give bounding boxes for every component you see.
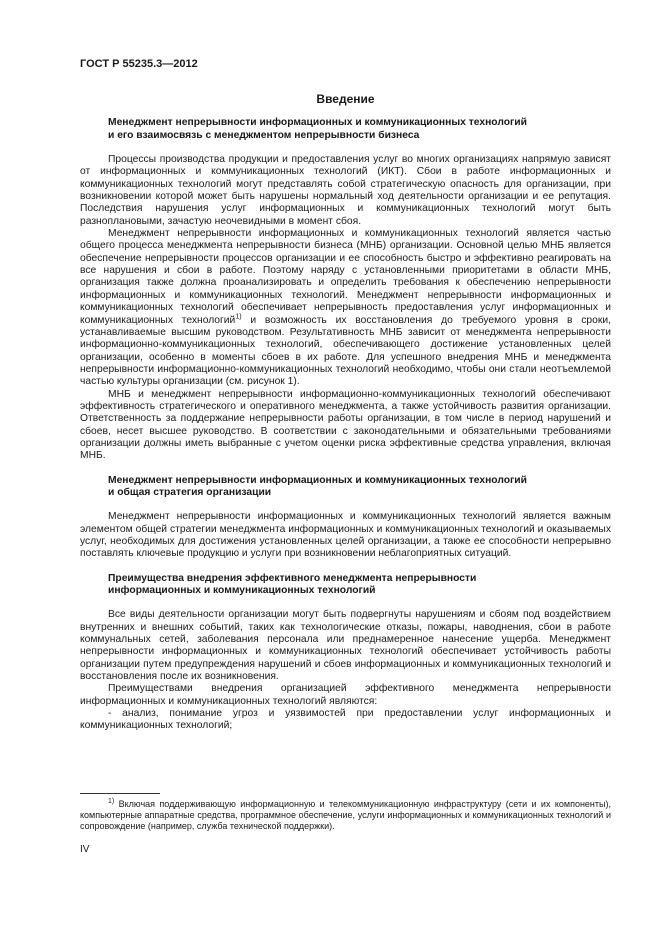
heading-line: Менеджмент непрерывности информационных и коммуникационных технологий (108, 117, 527, 129)
page-number: IV (80, 844, 90, 855)
footnote (80, 799, 611, 832)
paragraph-text: Менеджмент непрерывности информационных и коммуникационных технологий является частью общего процесса менеджмента непрерывности бизнеса (МНБ) организации. Основной целью МНБ является обеспечение непрерывности процессов организации и ее способность быстро и эффективно реагировать на все нарушения и сбои в работе. Поэтому наряду с установленными приоритетами в области МНБ, организация также должна проанализировать и определить требования к обеспечению непрерывности информационных и коммуникационных технологий. Менеджмент непрерывности информационных и коммуникационных технологий обеспечивает непрерывность предоставления услуг информационных и коммуникационных технологий (80, 228, 611, 326)
subsection-heading-3 (80, 573, 611, 598)
heading-line: информационных и коммуникационных технологий (108, 585, 376, 597)
paragraph: Процессы производства продукции и предоставления услуг во многих организациях напрямую зависят от информационных и коммуникационных технологий (ИКТ). Сбои в работе информационных и коммуникационных технологий могут представлять собой стратегическую опасность для организации, при возникновении которой может быть нарушены нормальный ход деятельности организации и ее репутация. Последствия нарушения услуг информационных и коммуникационных технологий могут быть разноплановыми, зачастую неочевидными в момент сбоя. (80, 154, 611, 227)
heading-line: и его взаимосвязь с менеджментом непрерывности бизнеса (108, 129, 420, 141)
document-header: ГОСТ Р 55235.3—2012 (80, 58, 198, 70)
subsection-heading-1 (80, 117, 611, 142)
heading-line: и общая стратегия организации (108, 486, 272, 498)
footnote-reference: 1) (235, 313, 242, 321)
paragraph: Преимуществами внедрения организацией эффективного менеджмента непрерывности информационных и коммуникационных технологий являются: (80, 683, 611, 707)
footnote-separator (80, 793, 160, 794)
heading-line: Преимущества внедрения эффективного менеджмента непрерывности (108, 572, 477, 584)
list-item: - анализ, понимание угроз и уязвимостей при предоставлении услуг информационных и коммуникационных технологий; (80, 708, 611, 732)
paragraph: Все виды деятельности организации могут быть подвергнуты нарушениям и сбоям под воздействием внутренних и внешних событий, таких как технологические отказы, пожары, наводнения, сбои в работе коммунальных сетей, заболевания персонала или преднамеренное нанесение ущерба. Менеджмент непрерывности информационных и коммуникационных технологий обеспечивает устойчивость работы организации путем предупреждения нарушений и сбоев информационных и коммуникационных технологий и восстановления после их возникновения. (80, 609, 611, 683)
paragraph: Менеджмент непрерывности информационных и коммуникационных технологий является важным элементом общей стратегии менеджмента информационных и коммуникационных технологий и оказываемых услуг, необходимых для достижения установленных целей организации, а также ее способности непрерывно поставлять ключевые продукцию и услуги при возникновении неблагоприятных ситуаций. (80, 511, 611, 560)
subsection-heading-2 (80, 475, 611, 500)
section-title: Введение (316, 92, 375, 106)
paragraph-text: и возможность их восстановления до требуемого уровня в сроки, устанавливаемые высшим руководством. Результативность МНБ зависит от менеджмента непрерывности информационно-коммуникационных технологий, обеспечивающего достижение установленных целей организации, особенно в моменты сбоев в их работе. Для успешного внедрения МНБ и менеджмента непрерывности информационно-коммуникационных технологий необходимо, чтобы они стали неотъемлемой частью культуры организации (см. рисунок 1). (80, 314, 611, 388)
heading-line: Менеджмент непрерывности информационных и коммуникационных технологий (108, 474, 527, 486)
footnote-mark: 1) (108, 798, 115, 805)
paragraph: МНБ и менеджмент непрерывности информационно-коммуникационных технологий обеспечивают эффективность стратегического и оперативного менеджмента, а также устойчивость развития организации. Ответственность за поддержание непрерывности работы организации, в том числе в период нарушений и сбоев, несет высшее руководство. В соответствии с законодательными и обязательными требованиями организации должны иметь выбранные с учетом оценки риска эффективные средства управления, включая МНБ. (80, 388, 611, 462)
document-body (80, 93, 611, 733)
footnote-text: Включая поддерживающую информационную и телекоммуникационную инфраструктуру (сети и их компоненты), компьютерные аппаратные средства, программное обеспечение, услуги информационных и коммуникационных технологий и сопровождение (например, служба технической поддержки). (80, 799, 611, 831)
paragraph (80, 228, 611, 388)
